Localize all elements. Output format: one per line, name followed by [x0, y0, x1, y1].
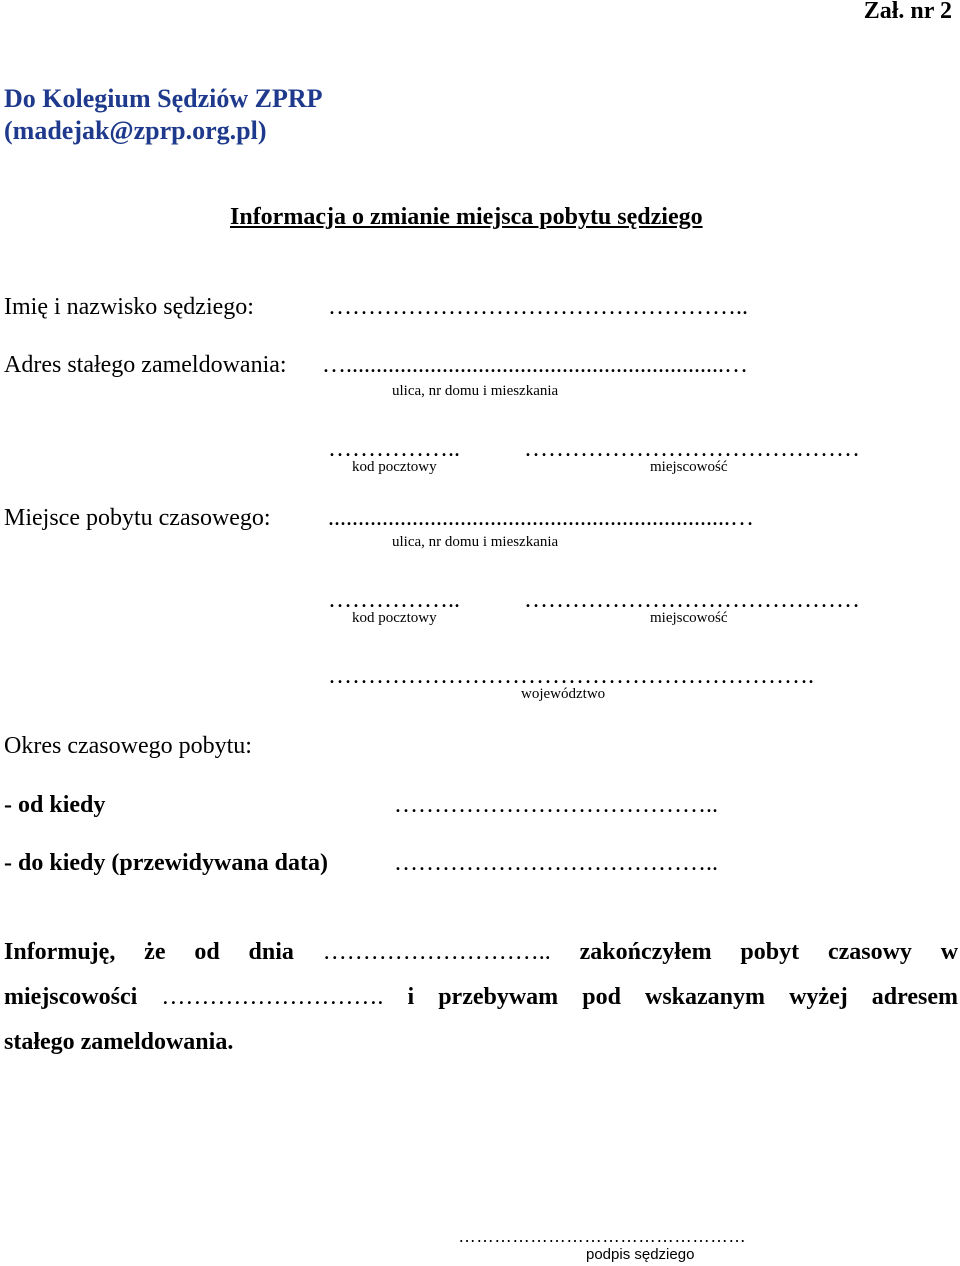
statement-word: miejscowości	[4, 984, 138, 1010]
voivodeship-field[interactable]: …………………………………………………….	[328, 663, 814, 689]
permanent-city-field[interactable]: ……………………………………	[524, 436, 860, 462]
name-field[interactable]: ……………………………………………..	[328, 294, 748, 320]
from-date-label: - od kiedy	[4, 792, 106, 818]
temporary-city-caption: miejscowość	[650, 610, 728, 626]
statement-word: zakończyłem	[579, 939, 712, 965]
permanent-city-caption: miejscowość	[650, 459, 728, 475]
from-date-field[interactable]: …………………………………..	[394, 792, 718, 818]
end-date-field[interactable]: ………………………..	[322, 939, 551, 965]
place-field[interactable]: ……………………….	[161, 984, 384, 1010]
signature-caption: podpis sędziego	[586, 1246, 695, 1263]
statement-word: czasowy	[827, 939, 912, 965]
statement-word: dnia	[248, 939, 294, 965]
recipient-email: (madejak@zprp.org.pl)	[4, 116, 267, 145]
temporary-postal-caption: kod pocztowy	[352, 610, 437, 626]
statement-words: i przebywam pod wskazanym wyżej adresem	[407, 984, 959, 1010]
statement-word: w	[940, 939, 959, 965]
recipient-name: Do Kolegium Sędziów ZPRP	[4, 84, 323, 113]
statement-word: od	[194, 939, 220, 965]
statement-word: pobyt	[740, 939, 800, 965]
to-date-label: - do kiedy (przewidywana data)	[4, 850, 329, 876]
name-label: Imię i nazwisko sędziego:	[4, 294, 254, 320]
permanent-postal-caption: kod pocztowy	[352, 459, 437, 475]
to-date-field[interactable]: …………………………………..	[394, 850, 718, 876]
permanent-street-caption: ulica, nr domu i mieszkania	[392, 383, 559, 399]
temporary-postal-field[interactable]: ……………..	[328, 587, 460, 613]
period-label: Okres czasowego pobytu:	[4, 733, 252, 759]
temporary-city-field[interactable]: ……………………………………	[524, 587, 860, 613]
statement-line-3: stałego zameldowania.	[4, 1029, 234, 1055]
document-title: Informacja o zmianie miejsca pobytu sędziego	[230, 204, 703, 230]
statement-line-1	[4, 939, 958, 966]
attachment-number: Zał. nr 2	[863, 0, 952, 24]
permanent-address-label: Adres stałego zameldowania:	[4, 352, 287, 378]
statement-line-2	[4, 984, 958, 1011]
temporary-street-caption: ulica, nr domu i mieszkania	[392, 534, 559, 550]
temporary-address-label: Miejsce pobytu czasowego:	[4, 505, 271, 531]
statement-word: Informuję,	[4, 939, 116, 965]
voivodeship-caption: województwo	[521, 686, 606, 702]
temporary-street-field[interactable]: ...................................................................…	[328, 505, 754, 531]
signature-field[interactable]: …………………………………………	[458, 1226, 746, 1246]
permanent-postal-field[interactable]: ……………..	[328, 436, 460, 462]
permanent-street-field[interactable]: …...............................................................…	[322, 352, 748, 378]
statement-word: że	[144, 939, 166, 965]
